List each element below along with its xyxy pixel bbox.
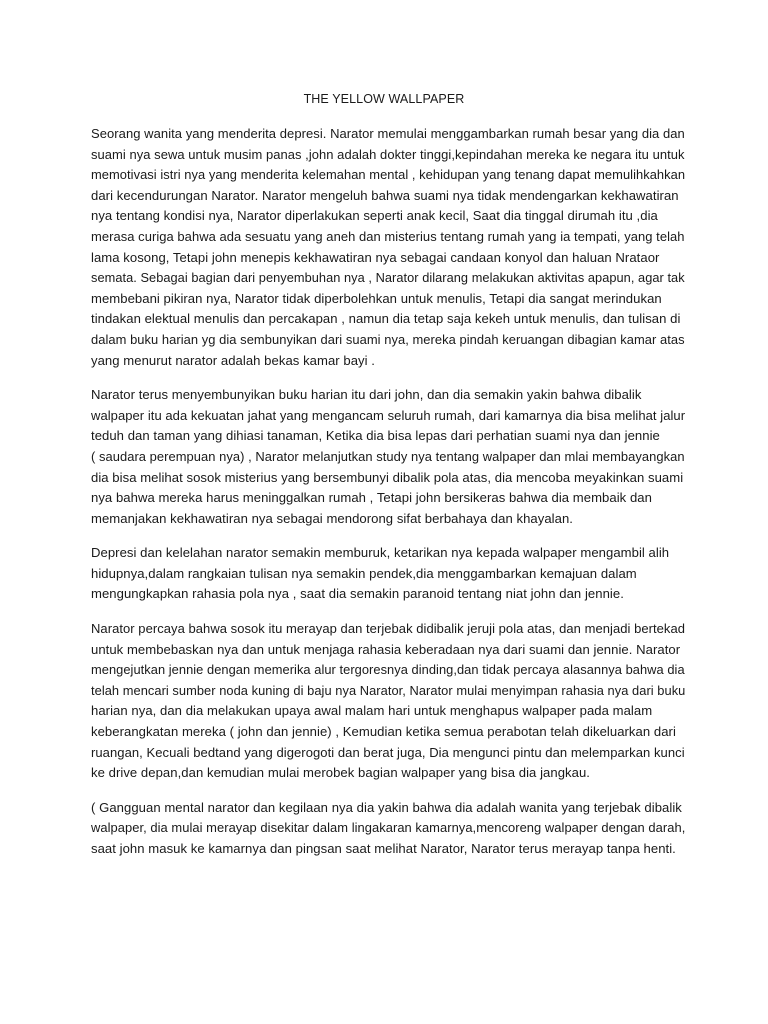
text-line: memanjakan kekhawatiran nya sebagai mendorong sifat berbahaya dan khayalan. [91, 510, 573, 526]
text-line: dari kecendurungan Narator. Narator mengeluh bahwa suami nya tidak mendengarkan kekhawatiran [91, 187, 679, 203]
text-line: untuk membebaskan nya dan untuk menjaga rahasia keberadaan nya dari suami dan jennie. Narator [91, 641, 681, 657]
text-line: hidupnya,dalam rangkaian tulisan nya semakin pendek,dia menggambarkan kemajuan dalam [91, 565, 637, 581]
paragraph-2 [91, 385, 685, 529]
text-line: mengejutkan jennie dengan memerika alur tergoresnya dinding,dan tidak percaya alasannya bahwa dia [91, 662, 685, 678]
text-line: memotivasi istri nya yang menderita kelemahan mental , kehidupan yang tenang dapat memulihkahkan [91, 167, 686, 183]
text-line: nya bahwa mereka harus meninggalkan rumah , Tetapi john bersikeras bahwa dia membaik dan [91, 490, 652, 506]
text-line: keberangkatan mereka ( john dan jennie) , Kemudian ketika semua perabotan telah dikeluarkan dari [91, 724, 676, 740]
text-line: Depresi dan kelelahan narator semakin memburuk, ketarikan nya kepada walpaper mengambil alih [91, 545, 670, 561]
text-line: yang menurut narator adalah bekas kamar bayi . [91, 352, 375, 368]
text-line: telah mencari sumber noda kuning di baju nya Narator, Narator mulai menyimpan rahasia nya dari buku [91, 682, 686, 698]
text-line: walpaper itu ada kekuatan jahat yang mengancam seluruh rumah, dari kamarnya dia bisa melihat jalur [91, 407, 686, 423]
text-line: nya tentang kondisi nya, Narator diperlakukan seperti anak kecil, Saat dia tinggal dirumah itu ,dia [91, 208, 658, 224]
paragraph-4 [91, 619, 685, 784]
text-line: semata. Sebagai bagian dari penyembuhan nya , Narator dilarang melakukan aktivitas apapun, agar tak [91, 270, 685, 286]
text-line: lama kosong, Tetapi john menepis kekhawatiran nya sebagai candaan konyol dan haluan Nrataor [91, 249, 660, 265]
text-line: membebani pikiran nya, Narator tidak diperbolehkan untuk menulis, Tetapi dia sangat merindukan [91, 290, 662, 306]
text-line: dalam buku harian yg dia sembunyikan dari suami nya, mereka pindah keruangan dibagian kamar atas [91, 331, 685, 347]
text-line: ke drive depan,dan kemudian mulai merobek bagian walpaper yang bisa dia jangkau. [91, 765, 590, 781]
text-line: Narator terus menyembunyikan buku harian itu dari john, dan dia semakin yakin bahwa dibalik [91, 387, 642, 403]
text-line: mengungkapkan rahasia pola nya , saat dia semakin paranoid tentang niat john dan jennie. [91, 586, 624, 602]
text-line: tindakan elektual menulis dan percakapan , namun dia tetap saja kekeh untuk menulis, dan tulisan di [91, 311, 681, 327]
text-line: teduh dan taman yang dihiasi tanaman, Ketika dia bisa lepas dari perhatian suami nya dan jennie [91, 428, 660, 444]
document-title: THE YELLOW WALLPAPER [303, 92, 465, 106]
text-line: merasa curiga bahwa ada sesuatu yang aneh dan misterius tentang rumah yang ia tempati, yang telah [91, 228, 685, 244]
text-line: walpaper, dia mulai merayap disekitar dalam lingakaran kamarnya,mencoreng walpaper dengan darah, [91, 820, 686, 836]
paragraph-5 [91, 798, 685, 860]
text-line: ( Gangguan mental narator dan kegilaan nya dia yakin bahwa dia adalah wanita yang terjebak dibalik [91, 799, 682, 815]
text-line: suami nya sewa untuk musim panas ,john adalah dokter tinggi,kepindahan mereka ke negara itu untuk [91, 146, 685, 162]
document-body [91, 124, 685, 874]
text-line: dia bisa melihat sosok misterius yang bersembunyi dibalik pola atas, dia mencoba meyakinkan suami [91, 469, 684, 485]
paragraph-1 [91, 124, 685, 371]
text-line: ( saudara perempuan nya) , Narator melanjutkan study nya tentang walpaper dan mlai membayangkan [91, 448, 685, 464]
paragraph-3 [91, 543, 685, 605]
text-line: harian nya, dan dia melakukan upaya awal malam hari untuk menghapus walpaper pada malam [91, 703, 653, 719]
text-line: ruangan, Kecuali bedtand yang digerogoti dan berat juga, Dia mengunci pintu dan melemparkan kunci [91, 744, 685, 760]
text-line: Seorang wanita yang menderita depresi. Narator memulai menggambarkan rumah besar yang dia dan [91, 126, 685, 141]
text-line: saat john masuk ke kamarnya dan pingsan saat melihat Narator, Narator terus merayap tanpa henti. [91, 841, 676, 856]
text-line: Narator percaya bahwa sosok itu merayap dan terjebak didibalik jeruji pola atas, dan menjadi bertekad [91, 621, 686, 637]
